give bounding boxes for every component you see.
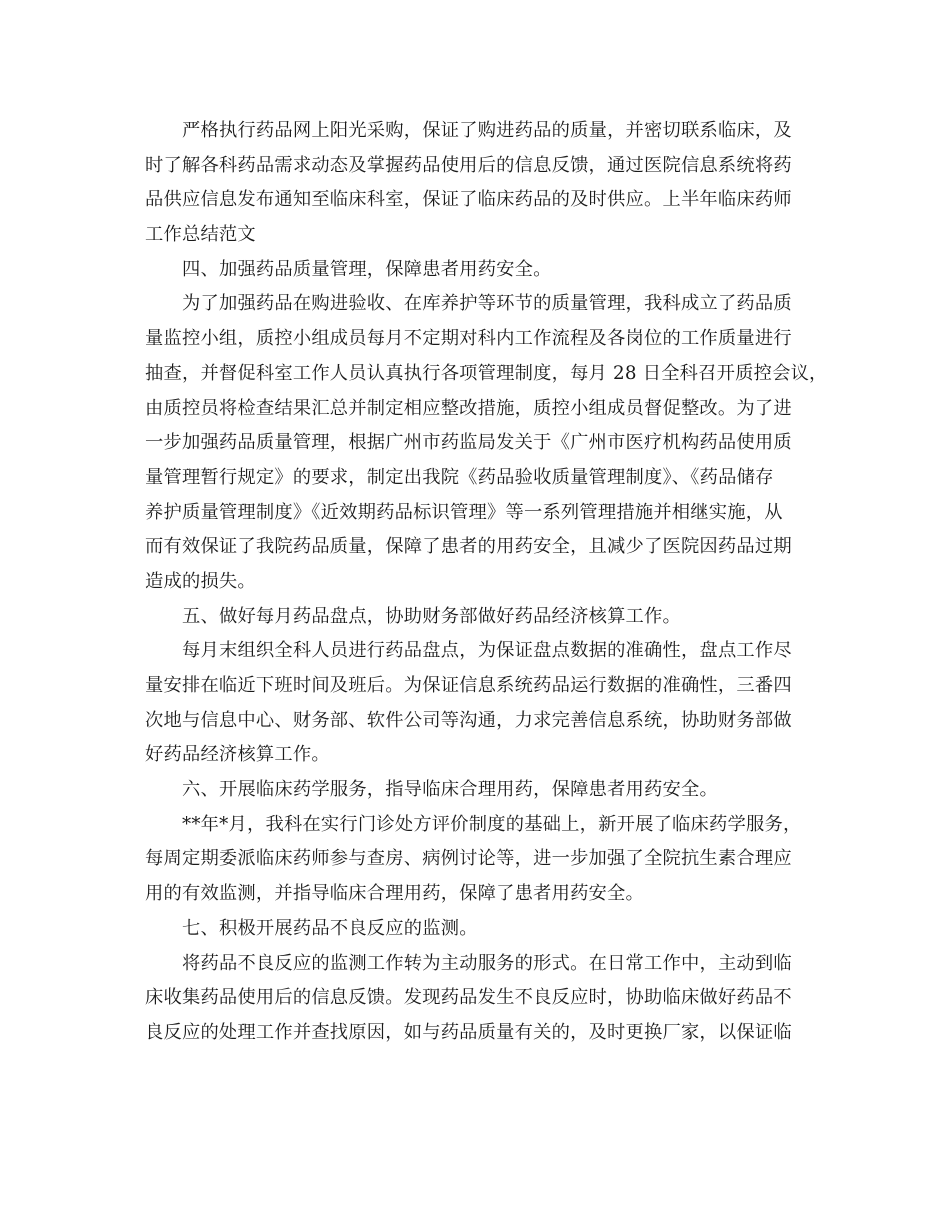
paragraph-line: 好药品经济核算工作。 [145, 744, 330, 766]
paragraph-line: 用的有效监测，并指导临床合理用药，保障了患者用药安全。 [145, 883, 644, 905]
paragraph-first-line: 每月末组织全科人员进行药品盘点，为保证盘点数据的准确性，盘点工作尽 [182, 640, 792, 662]
paragraph-first-line: 六、开展临床药学服务，指导临床合理用药，保障患者用药安全。 [182, 779, 718, 801]
paragraph-first-line: 严格执行药品网上阳光采购，保证了购进药品的质量，并密切联系临床，及 [182, 120, 792, 141]
paragraph-line: 一步加强药品质量管理，根据广州市药监局发关于《广州市医疗机构药品使用质 [145, 432, 792, 454]
paragraph-first-line: 四、加强药品质量管理，保障患者用药安全。 [182, 258, 552, 280]
paragraph-line: 量管理暂行规定》的要求，制定出我院《药品验收质量管理制度》、《药品储存 [145, 466, 774, 488]
paragraph [145, 287, 828, 599]
paragraph [145, 773, 811, 808]
paragraph-first-line: 七、积极开展药品不良反应的监测。 [182, 917, 478, 939]
paragraph-line: 由质控员将检查结果汇总并制定相应整改措施，质控小组成员督促整改。为了进 [145, 397, 792, 419]
paragraph [145, 808, 811, 912]
paragraph-line: 量监控小组，质控小组成员每月不定期对科内工作流程及各岗位的工作质量进行 [145, 328, 792, 350]
paragraph [145, 253, 811, 288]
paragraph-line: 床收集药品使用后的信息反馈。发现药品发生不良反应时，协助临床做好药品不 [145, 987, 792, 1009]
paragraph [145, 600, 811, 635]
paragraph-first-line: 五、做好每月药品盘点，协助财务部做好药品经济核算工作。 [182, 605, 681, 627]
paragraph-line: 工作总结范文 [145, 224, 256, 246]
paragraph-line: 每周定期委派临床药师参与查房、病例讨论等，进一步加强了全院抗生素合理应 [145, 848, 792, 870]
paragraph-line: 抽查，并督促科室工作人员认真执行各项管理制度，每月 28 日全科召开质控会议， [145, 362, 828, 384]
paragraph [145, 912, 811, 947]
paragraph-line: 而有效保证了我院药品质量，保障了患者的用药安全，且减少了医院因药品过期 [145, 536, 792, 558]
paragraph [145, 947, 811, 1051]
paragraph-line: 造成的损失。 [145, 570, 256, 592]
paragraph [145, 634, 811, 773]
paragraph-first-line: 为了加强药品在购进验收、在库养护等环节的质量管理，我科成立了药品质 [182, 293, 792, 315]
paragraph-line: 品供应信息发布通知至临床科室，保证了临床药品的及时供应。上半年临床药师 [145, 189, 792, 211]
paragraph-line: 时了解各科药品需求动态及掌握药品使用后的信息反馈，通过医院信息系统将药 [145, 154, 792, 176]
document-body [145, 114, 828, 1051]
paragraph-first-line: **年*月，我科在实行门诊处方评价制度的基础上，新开展了临床药学服务， [182, 813, 802, 835]
paragraph-line: 次地与信息中心、财务部、软件公司等沟通，力求完善信息系统，协助财务部做 [145, 709, 792, 731]
paragraph-line: 养护质量管理制度》《近效期药品标识管理》等一系列管理措施并相继实施，从 [145, 501, 783, 523]
paragraph [145, 114, 811, 253]
paragraph-line: 量安排在临近下班时间及班后。为保证信息系统药品运行数据的准确性，三番四 [145, 675, 792, 696]
paragraph-line: 良反应的处理工作并查找原因，如与药品质量有关的，及时更换厂家，以保证临 [145, 1021, 792, 1043]
paragraph-first-line: 将药品不良反应的监测工作转为主动服务的形式。在日常工作中，主动到临 [182, 952, 792, 974]
